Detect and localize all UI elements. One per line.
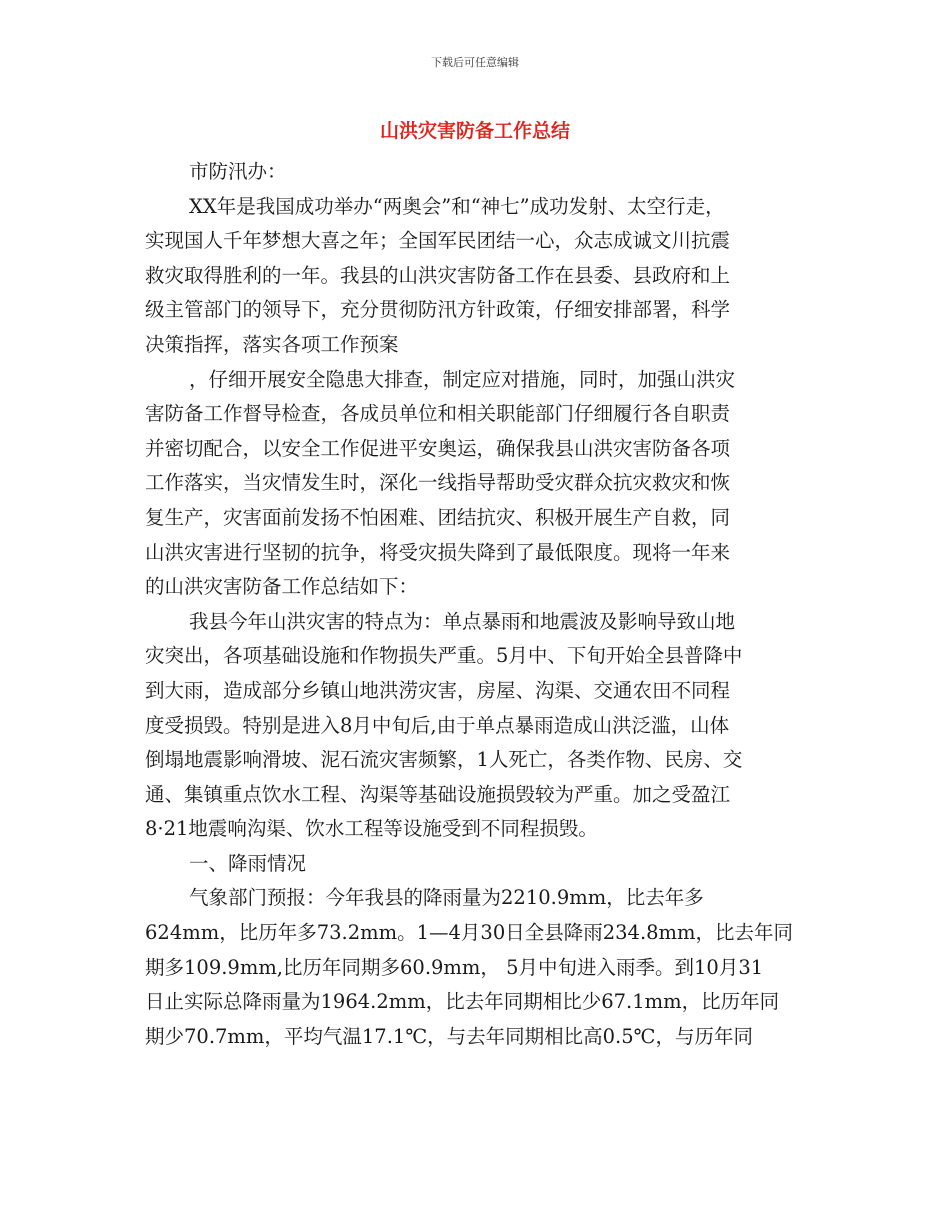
body-line: 山洪灾害进行坚韧的抗争，将受灾损失降到了最低限度。现将一年来: [145, 540, 731, 564]
page-header: 下载后可任意编辑: [431, 56, 519, 69]
body-line: 期多109.9mm,比历年同期多60.9mm， 5月中旬进入雨季。到10月31: [145, 955, 764, 979]
body-line: 气象部门预报：今年我县的降雨量为2210.9mm，比去年多: [189, 886, 704, 910]
body-line: 实现国人千年梦想大喜之年；全国军民团结一心，众志成诚文川抗震: [145, 229, 731, 253]
body-line: 度受损毁。特别是进入8月中旬后,由于单点暴雨造成山洪泛滥，山体: [145, 713, 730, 737]
body-line: 的山洪灾害防备工作总结如下：: [145, 575, 419, 599]
body-line: 我县今年山洪灾害的特点为：单点暴雨和地震波及影响导致山地: [189, 609, 736, 633]
body-line: 救灾取得胜利的一年。我县的山洪灾害防备工作在县委、县政府和上: [145, 263, 731, 287]
body-line: 倒塌地震影响滑坡、泥石流灾害频繁，1人死亡，各类作物、民房、交: [145, 748, 743, 772]
document-title: 山洪灾害防备工作总结: [379, 120, 570, 142]
body-line: 决策指挥，落实各项工作预案: [145, 332, 399, 356]
body-line: 一、降雨情况: [189, 851, 307, 875]
body-line: 通、集镇重点饮水工程、沟渠等基础设施损毁较为严重。加之受盈江: [145, 782, 731, 806]
body-line: 市防汛办：: [189, 160, 287, 183]
body-line: 害防备工作督导检查，各成员单位和相关职能部门仔细履行各自职责: [145, 402, 731, 426]
body-line: 到大雨，造成部分乡镇山地洪涝灾害，房屋、沟渠、交通农田不同程: [145, 678, 731, 702]
body-line: 8·21地震响沟渠、饮水工程等设施受到不同程损毁。: [145, 817, 598, 841]
body-line: XX年是我国成功举办“两奥会”和“神七”成功发射、太空行走，: [189, 194, 725, 218]
body-line: ，仔细开展安全隐患大排查，制定应对措施，同时，加强山洪灾: [189, 367, 736, 391]
body-line: 并密切配合，以安全工作促进平安奥运，确保我县山洪灾害防备各项: [145, 436, 731, 460]
body-line: 灾突出，各项基础设施和作物损失严重。5月中、下旬开始全县普降中: [145, 644, 743, 668]
body-line: 级主管部门的领导下，充分贯彻防汛方针政策，仔细安排部署，科学: [145, 298, 731, 322]
document-body: [145, 155, 810, 1054]
body-line: 期少70.7mm，平均气温17.1℃，与去年同期相比高0.5℃，与历年同: [145, 1024, 753, 1048]
body-line: 工作落实，当灾情发生时，深化一线指导帮助受灾群众抗灾救灾和恢: [145, 471, 731, 495]
body-line: 624mm，比历年多73.2mm。1—4月30日全县降雨234.8mm，比去年同: [145, 921, 794, 945]
body-line: 复生产，灾害面前发扬不怕困难、团结抗灾、积极开展生产自救，同: [145, 505, 731, 529]
body-line: 日止实际总降雨量为1964.2mm，比去年同期相比少67.1mm，比历年同: [145, 990, 780, 1014]
